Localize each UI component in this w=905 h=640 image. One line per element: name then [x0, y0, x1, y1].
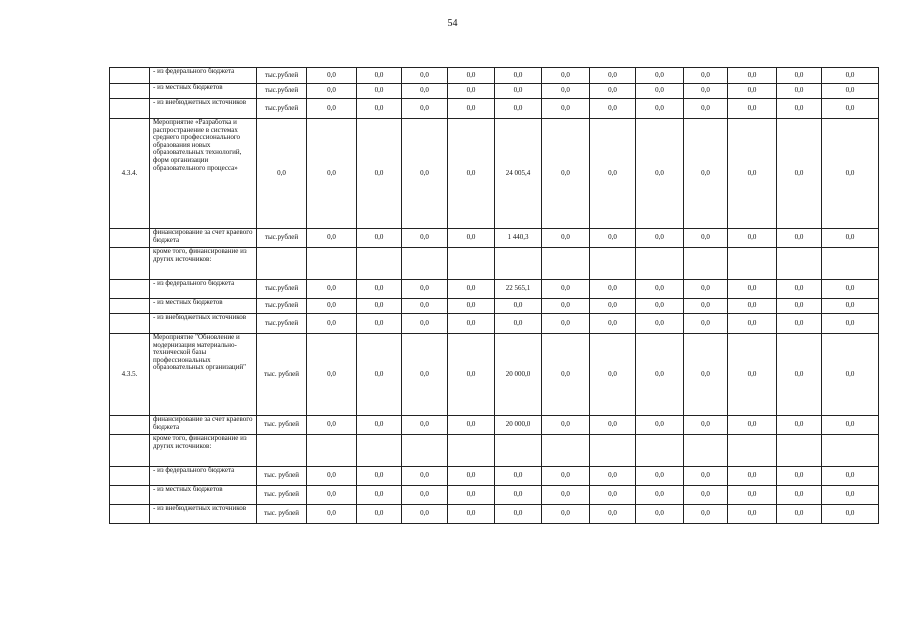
row-code: [110, 416, 150, 435]
value-cell: 0,0: [636, 416, 684, 435]
value-cell: 0,0: [307, 84, 357, 99]
row-unit: тыс.рублей: [257, 68, 307, 84]
row-code: [110, 486, 150, 505]
value-cell: 0,0: [357, 84, 402, 99]
value-cell: 0,0: [307, 68, 357, 84]
value-cell: 0,0: [684, 486, 728, 505]
value-cell: 0,0: [636, 84, 684, 99]
value-cell: 0,0: [684, 99, 728, 119]
value-cell: 0,0: [357, 229, 402, 248]
value-cell: 0,0: [495, 84, 542, 99]
row-unit: [257, 435, 307, 467]
value-cell: [822, 248, 879, 280]
value-cell: 0,0: [822, 84, 879, 99]
value-cell: 0,0: [777, 229, 822, 248]
value-cell: 0,0: [590, 505, 636, 524]
value-cell: 0,0: [590, 84, 636, 99]
table-row: [110, 435, 879, 467]
value-cell: 0,0: [402, 99, 448, 119]
value-cell: 0,0: [448, 119, 495, 229]
table-row: [110, 334, 879, 416]
value-cell: 0,0: [636, 99, 684, 119]
row-unit: тыс.рублей: [257, 280, 307, 299]
value-cell: 20 000,0: [495, 334, 542, 416]
value-cell: 0,0: [590, 416, 636, 435]
value-cell: 0,0: [636, 229, 684, 248]
value-cell: 0,0: [448, 505, 495, 524]
value-cell: [636, 435, 684, 467]
row-description: - из местных бюджетов: [150, 486, 257, 505]
page-number: 54: [447, 18, 458, 29]
table-row: [110, 314, 879, 334]
value-cell: 0,0: [402, 334, 448, 416]
value-cell: 0,0: [357, 99, 402, 119]
value-cell: 0,0: [357, 334, 402, 416]
value-cell: 0,0: [402, 416, 448, 435]
value-cell: 0,0: [542, 505, 590, 524]
value-cell: 0,0: [495, 68, 542, 84]
value-cell: 0,0: [728, 229, 777, 248]
value-cell: 22 565,1: [495, 280, 542, 299]
value-cell: 0,0: [402, 68, 448, 84]
row-code: [110, 467, 150, 486]
value-cell: 0,0: [357, 467, 402, 486]
value-cell: 0,0: [636, 467, 684, 486]
value-cell: 0,0: [307, 119, 357, 229]
value-cell: 0,0: [307, 467, 357, 486]
value-cell: [777, 248, 822, 280]
row-code: 4.3.5.: [110, 334, 150, 416]
row-unit: 0,0: [257, 119, 307, 229]
row-unit: тыс.рублей: [257, 229, 307, 248]
value-cell: 0,0: [590, 229, 636, 248]
value-cell: 0,0: [636, 299, 684, 314]
row-description: кроме того, финансирование из других источников:: [150, 435, 257, 467]
table-row: [110, 119, 879, 229]
value-cell: 0,0: [448, 280, 495, 299]
table-row: [110, 229, 879, 248]
value-cell: 24 005,4: [495, 119, 542, 229]
row-unit: тыс. рублей: [257, 334, 307, 416]
row-code: [110, 68, 150, 84]
value-cell: 0,0: [684, 505, 728, 524]
value-cell: 0,0: [728, 84, 777, 99]
value-cell: 0,0: [684, 334, 728, 416]
value-cell: 0,0: [448, 68, 495, 84]
value-cell: 0,0: [402, 467, 448, 486]
value-cell: 0,0: [357, 119, 402, 229]
row-code: [110, 299, 150, 314]
table-row: [110, 99, 879, 119]
value-cell: 0,0: [777, 119, 822, 229]
value-cell: 0,0: [590, 68, 636, 84]
value-cell: 0,0: [636, 505, 684, 524]
value-cell: 0,0: [777, 68, 822, 84]
row-description: - из внебюджетных источников: [150, 314, 257, 334]
table-row: [110, 248, 879, 280]
row-unit: тыс. рублей: [257, 505, 307, 524]
value-cell: [357, 248, 402, 280]
value-cell: 0,0: [542, 84, 590, 99]
value-cell: 0,0: [542, 467, 590, 486]
row-code: [110, 314, 150, 334]
value-cell: [357, 435, 402, 467]
value-cell: 0,0: [684, 84, 728, 99]
row-description: - из федерального бюджета: [150, 280, 257, 299]
value-cell: 0,0: [307, 314, 357, 334]
value-cell: 0,0: [542, 119, 590, 229]
row-description: кроме того, финансирование из других источников:: [150, 248, 257, 280]
row-description: - из федерального бюджета: [150, 68, 257, 84]
value-cell: 0,0: [777, 486, 822, 505]
table-row: [110, 416, 879, 435]
value-cell: 0,0: [448, 334, 495, 416]
value-cell: [822, 435, 879, 467]
value-cell: 0,0: [357, 505, 402, 524]
value-cell: 0,0: [307, 280, 357, 299]
value-cell: 0,0: [448, 299, 495, 314]
value-cell: 0,0: [684, 467, 728, 486]
value-cell: 0,0: [728, 299, 777, 314]
row-unit: тыс.рублей: [257, 84, 307, 99]
row-description: - из местных бюджетов: [150, 84, 257, 99]
value-cell: 0,0: [448, 467, 495, 486]
value-cell: [777, 435, 822, 467]
value-cell: 0,0: [822, 280, 879, 299]
value-cell: 0,0: [636, 486, 684, 505]
value-cell: 0,0: [684, 229, 728, 248]
value-cell: 0,0: [684, 119, 728, 229]
value-cell: [402, 435, 448, 467]
value-cell: 0,0: [495, 99, 542, 119]
value-cell: 0,0: [307, 299, 357, 314]
value-cell: 0,0: [542, 229, 590, 248]
value-cell: 0,0: [307, 505, 357, 524]
value-cell: [590, 435, 636, 467]
value-cell: 0,0: [822, 314, 879, 334]
value-cell: 0,0: [777, 314, 822, 334]
value-cell: 0,0: [636, 119, 684, 229]
value-cell: 0,0: [307, 416, 357, 435]
value-cell: 0,0: [402, 314, 448, 334]
table-row: [110, 84, 879, 99]
value-cell: 0,0: [822, 99, 879, 119]
value-cell: 0,0: [542, 334, 590, 416]
value-cell: 0,0: [448, 416, 495, 435]
value-cell: 0,0: [448, 84, 495, 99]
value-cell: [728, 435, 777, 467]
value-cell: 20 000,0: [495, 416, 542, 435]
table-row: [110, 505, 879, 524]
value-cell: 0,0: [777, 99, 822, 119]
value-cell: [590, 248, 636, 280]
row-description: - из внебюджетных источников: [150, 505, 257, 524]
row-description: - из федерального бюджета: [150, 467, 257, 486]
value-cell: 0,0: [636, 334, 684, 416]
value-cell: 0,0: [590, 486, 636, 505]
value-cell: 0,0: [684, 280, 728, 299]
row-code: [110, 505, 150, 524]
row-unit: тыс. рублей: [257, 486, 307, 505]
value-cell: 0,0: [495, 314, 542, 334]
value-cell: 0,0: [728, 314, 777, 334]
value-cell: 0,0: [542, 314, 590, 334]
value-cell: 0,0: [822, 68, 879, 84]
value-cell: [307, 435, 357, 467]
row-unit: [257, 248, 307, 280]
row-description: - из местных бюджетов: [150, 299, 257, 314]
value-cell: 0,0: [590, 314, 636, 334]
value-cell: 0,0: [590, 280, 636, 299]
value-cell: [728, 248, 777, 280]
value-cell: [448, 435, 495, 467]
value-cell: 0,0: [728, 505, 777, 524]
value-cell: 0,0: [590, 334, 636, 416]
value-cell: 0,0: [542, 280, 590, 299]
value-cell: 0,0: [307, 334, 357, 416]
value-cell: 0,0: [448, 229, 495, 248]
value-cell: 0,0: [590, 467, 636, 486]
value-cell: 0,0: [684, 314, 728, 334]
value-cell: 0,0: [777, 299, 822, 314]
value-cell: 0,0: [777, 280, 822, 299]
value-cell: 0,0: [495, 505, 542, 524]
value-cell: 0,0: [822, 299, 879, 314]
value-cell: 0,0: [822, 119, 879, 229]
value-cell: [636, 248, 684, 280]
table-body: [110, 68, 879, 524]
value-cell: 0,0: [542, 416, 590, 435]
value-cell: 0,0: [448, 314, 495, 334]
value-cell: 0,0: [728, 467, 777, 486]
value-cell: 0,0: [822, 229, 879, 248]
value-cell: 0,0: [822, 467, 879, 486]
value-cell: 0,0: [448, 486, 495, 505]
value-cell: 0,0: [684, 68, 728, 84]
row-description: финансирование за счет краевого бюджета: [150, 229, 257, 248]
value-cell: 0,0: [495, 299, 542, 314]
value-cell: 0,0: [542, 99, 590, 119]
value-cell: 0,0: [684, 299, 728, 314]
value-cell: 0,0: [822, 486, 879, 505]
value-cell: [495, 435, 542, 467]
row-description: - из внебюджетных источников: [150, 99, 257, 119]
value-cell: 0,0: [636, 314, 684, 334]
value-cell: 0,0: [357, 299, 402, 314]
value-cell: 0,0: [307, 229, 357, 248]
value-cell: 1 440,3: [495, 229, 542, 248]
value-cell: [448, 248, 495, 280]
value-cell: 0,0: [357, 280, 402, 299]
value-cell: 0,0: [402, 299, 448, 314]
value-cell: 0,0: [822, 334, 879, 416]
value-cell: 0,0: [402, 119, 448, 229]
value-cell: 0,0: [777, 334, 822, 416]
row-code: 4.3.4.: [110, 119, 150, 229]
value-cell: 0,0: [777, 84, 822, 99]
value-cell: 0,0: [636, 280, 684, 299]
row-unit: тыс. рублей: [257, 467, 307, 486]
row-code: [110, 280, 150, 299]
value-cell: 0,0: [728, 99, 777, 119]
value-cell: 0,0: [777, 505, 822, 524]
value-cell: 0,0: [728, 68, 777, 84]
row-unit: тыс.рублей: [257, 99, 307, 119]
value-cell: 0,0: [728, 334, 777, 416]
value-cell: 0,0: [402, 505, 448, 524]
value-cell: 0,0: [357, 68, 402, 84]
value-cell: [307, 248, 357, 280]
value-cell: 0,0: [357, 486, 402, 505]
table-row: [110, 467, 879, 486]
value-cell: 0,0: [590, 299, 636, 314]
row-unit: тыс.рублей: [257, 314, 307, 334]
value-cell: [684, 248, 728, 280]
table-row: [110, 280, 879, 299]
row-unit: тыс. рублей: [257, 416, 307, 435]
value-cell: [542, 248, 590, 280]
value-cell: [402, 248, 448, 280]
value-cell: 0,0: [357, 416, 402, 435]
value-cell: 0,0: [307, 99, 357, 119]
value-cell: 0,0: [728, 416, 777, 435]
value-cell: 0,0: [777, 467, 822, 486]
value-cell: 0,0: [777, 416, 822, 435]
row-description: Мероприятие "Обновление и модернизация материально-технической базы профессиональных образовательных организаций": [150, 334, 257, 416]
value-cell: 0,0: [728, 486, 777, 505]
value-cell: [542, 435, 590, 467]
value-cell: 0,0: [728, 280, 777, 299]
value-cell: 0,0: [495, 467, 542, 486]
value-cell: 0,0: [402, 229, 448, 248]
value-cell: 0,0: [636, 68, 684, 84]
row-code: [110, 248, 150, 280]
value-cell: 0,0: [542, 299, 590, 314]
value-cell: 0,0: [542, 68, 590, 84]
value-cell: 0,0: [822, 505, 879, 524]
value-cell: 0,0: [357, 314, 402, 334]
value-cell: [684, 435, 728, 467]
table-row: [110, 68, 879, 84]
value-cell: 0,0: [728, 119, 777, 229]
row-code: [110, 435, 150, 467]
value-cell: [495, 248, 542, 280]
value-cell: 0,0: [402, 486, 448, 505]
row-description: Мероприятие «Разработка и распространение в системах среднего профессионального образования новых образовательных технологий, форм организации образовательного процесса»: [150, 119, 257, 229]
table-row: [110, 299, 879, 314]
value-cell: 0,0: [542, 486, 590, 505]
value-cell: 0,0: [684, 416, 728, 435]
row-description: финансирование за счет краевого бюджета: [150, 416, 257, 435]
budget-table: [109, 67, 879, 524]
value-cell: 0,0: [402, 280, 448, 299]
table-row: [110, 486, 879, 505]
value-cell: 0,0: [495, 486, 542, 505]
value-cell: 0,0: [448, 99, 495, 119]
value-cell: 0,0: [590, 119, 636, 229]
value-cell: 0,0: [590, 99, 636, 119]
row-unit: тыс.рублей: [257, 299, 307, 314]
value-cell: 0,0: [307, 486, 357, 505]
row-code: [110, 99, 150, 119]
value-cell: 0,0: [822, 416, 879, 435]
row-code: [110, 84, 150, 99]
row-code: [110, 229, 150, 248]
value-cell: 0,0: [402, 84, 448, 99]
